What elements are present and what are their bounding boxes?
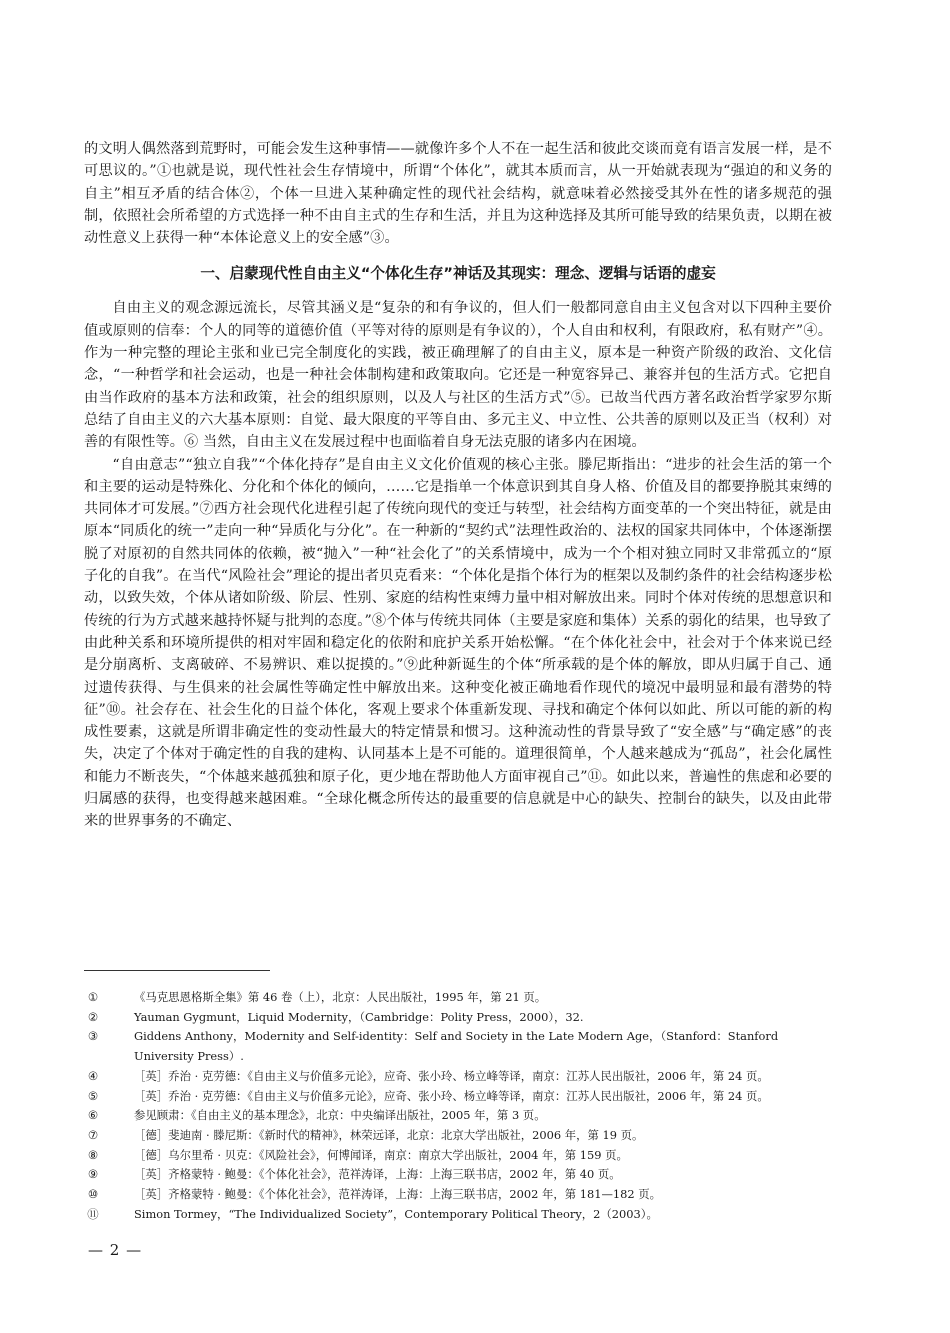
footnote-item xyxy=(84,1087,832,1107)
footnote-text: ［英］乔治 · 克劳德：《自由主义与价值多元论》，应奇、张小玲、杨立峰等译，南京：江苏人民出版社，2006 年，第 24 页。 xyxy=(134,1088,769,1103)
footnote-item xyxy=(84,1126,832,1146)
footnote-item xyxy=(84,1106,832,1126)
footnote-divider xyxy=(84,970,270,971)
section-heading: 一、启蒙现代性自由主义“个体化生存”神话及其现实：理念、逻辑与话语的虚妄 xyxy=(200,265,716,283)
footnote-item xyxy=(84,1205,832,1225)
footnote-text: ［德］乌尔里希 · 贝克：《风险社会》，何博闻译，南京：南京大学出版社，2004 年，第 159 页。 xyxy=(134,1147,628,1162)
footnote-text: Giddens Anthony，Modernity and Self-identity：Self and Society in the Late Modern Age，（Stanford：Stanford University Press）. xyxy=(134,1029,779,1064)
footnote-item xyxy=(84,1146,832,1166)
footnote-number: ⑧ xyxy=(87,1147,99,1162)
footnote-number: ⑩ xyxy=(87,1187,99,1202)
footnote-number: ⑦ xyxy=(87,1127,99,1142)
article-body xyxy=(84,138,832,833)
footnote-number: ① xyxy=(87,990,99,1004)
paragraph-continued: 的文明人偶然落到荒野时，可能会发生这种事情——就像许多个人不在一起生活和彼此交谈而竟有语言发展一样，是不可思议的。”①也就是说，现代性社会生存情境中，所谓“个体化”，就其本质而言，从一开始就表现为“强迫的和义务的自主”相互矛盾的结合体②，个体一旦进入某种确定性的现代社会结构，就意味着必然接受其外在性的诸多规范的强制，依照社会所希望的方式选择一种不由自主式的生存和生活，并且为这种选择及其所可能导致的结果负责，以期在被动性意义上获得一种“本体论意义上的安全感”③。 xyxy=(84,141,832,247)
footnote-number: ⑨ xyxy=(87,1167,99,1182)
footnote-number: ⑥ xyxy=(87,1108,99,1123)
page-number: — 2 — xyxy=(88,1241,143,1259)
footnote-item xyxy=(84,1008,832,1028)
footnote-number: ⑪ xyxy=(87,1206,99,1221)
footnotes xyxy=(84,988,832,1224)
footnote-text: ［英］乔治 · 克劳德：《自由主义与价值多元论》，应奇、张小玲、杨立峰等译，南京：江苏人民出版社，2006 年，第 24 页。 xyxy=(134,1068,769,1083)
footnote-text: 《马克思恩格斯全集》第 46 卷（上），北京：人民出版社，1995 年，第 21 页。 xyxy=(134,990,547,1004)
footnote-number: ⑤ xyxy=(87,1088,99,1103)
footnote-text: ［英］齐格蒙特 · 鲍曼：《个体化社会》，范祥涛译，上海：上海三联书店，2002 年，第 40 页。 xyxy=(134,1167,621,1182)
footnote-text: 参见顾肃：《自由主义的基本理念》，北京：中央编译出版社，2005 年，第 3 页。 xyxy=(134,1108,546,1123)
paragraph-liberalism: 自由主义的观念源远流长，尽管其涵义是“复杂的和有争议的，但人们一般都同意自由主义包含对以下四种主要价值或原则的信奉：个人的同等的道德价值（平等对待的原则是有争议的），个人自由和权利，有限政府，私有财产”④。作为一种完整的理论主张和业已完全制度化的实践，被正确理解了的自由主义，原本是一种资产阶级的政治、文化信念，“一种哲学和社会运动，也是一种社会体制构建和政策取向。它还是一种宽容异己、兼容并包的生活方式。它把自由当作政府的基本方法和政策，社会的组织原则，以及人与社区的生活方式”⑤。已故当代西方著名政治哲学家罗尔斯总结了自由主义的六大基本原则：自觉、最大限度的平等自由、多元主义、中立性、公共善的原则以及正当（权利）对善的有限性等。⑥ 当然，自由主义在发展过程中也面临着自身无法克服的诸多内在困境。 xyxy=(84,300,832,451)
footnote-item xyxy=(84,1067,832,1087)
footnote-text: Simon Tormey，“The Individualized Society”，Contemporary Political Theory，2（2003）。 xyxy=(134,1206,658,1221)
footnote-number: ② xyxy=(87,1009,99,1024)
footnote-number: ③ xyxy=(87,1029,99,1044)
paragraph-individualization: “自由意志”“独立自我”“个体化持存”是自由主义文化价值观的核心主张。滕尼斯指出：“进步的社会生活的第一个和主要的运动是特殊化、分化和个体化的倾向，……它是指单一个体意识到其自身人格、价值及目的都要挣脱其束缚的共同体才可发展。”⑦西方社会现代化进程引起了传统向现代的变迁与转型，社会结构方面变革的一个突出特征，就是由原本“同质化的统一”走向一种“异质化与分化”。在一种新的“契约式”法理性政治的、法权的国家共同体中，个体逐渐摆脱了对原初的自然共同体的依赖，被“抛入”一种“社会化了”的关系情境中，成为一个个相对独立同时又非常孤立的“原子化的自我”。在当代“风险社会”理论的提出者贝克看来：“个体化是指个体行为的框架以及制约条件的社会结构逐步松动，以致失效，个体从诸如阶级、阶层、性别、家庭的结构性束缚力量中相对解放出来。同时个体对传统的思想意识和传统的行为方式越来越持怀疑与批判的态度。”⑧个体与传统共同体（主要是家庭和集体）关系的弱化的结果，也导致了由此种关系和环境所提供的相对牢固和稳定化的依附和庇护关系开始松懈。“在个体化社会中，社会对于个体来说已经是分崩离析、支离破碎、不易辨识、难以捉摸的。”⑨此种新诞生的个体“所承载的是个体的解放，即从归属于自己、通过遗传获得、与生俱来的社会属性等确定性中解放出来。这种变化被正确地看作现代的境况中最明显和最有潜势的特征”⑩。社会存在、社会生化的日益个体化，客观上要求个体重新发现、寻找和确定个体何以如此、所以可能的新的构成性要素，这就是所谓非确定性的变动性最大的特定情景和惯习。这种流动性的背景导致了“安全感”与“确定感”的丧失，决定了个体对于确定性的自我的建构、认同基本上是不可能的。道理很简单，个人越来越成为“孤岛”，社会化属性和能力不断丧失，“个体越来越孤独和原子化，更少地在帮助他人方面审视自己”⑪。如此以来，普遍性的焦虑和必要的归属感的获得，也变得越来越困难。“全球化概念所传达的最重要的信息就是中心的缺失、控制台的缺失，以及由此带来的世界事务的不确定、 xyxy=(84,456,832,830)
footnote-item xyxy=(84,988,832,1008)
footnote-number: ④ xyxy=(87,1068,99,1083)
footnote-text: Yauman Gygmunt，Liquid Modernity，（Cambridge：Polity Press，2000），32. xyxy=(134,1009,584,1024)
footnote-item xyxy=(84,1165,832,1185)
footnote-item xyxy=(84,1027,832,1066)
footnote-text: ［德］斐迪南 · 滕尼斯：《新时代的精神》，林荣远译，北京：北京大学出版社，2006 年，第 19 页。 xyxy=(134,1127,644,1142)
footnote-text: ［英］齐格蒙特 · 鲍曼：《个体化社会》，范祥涛译，上海：上海三联书店，2002 年，第 181—182 页。 xyxy=(134,1187,662,1202)
footnote-item xyxy=(84,1185,832,1205)
